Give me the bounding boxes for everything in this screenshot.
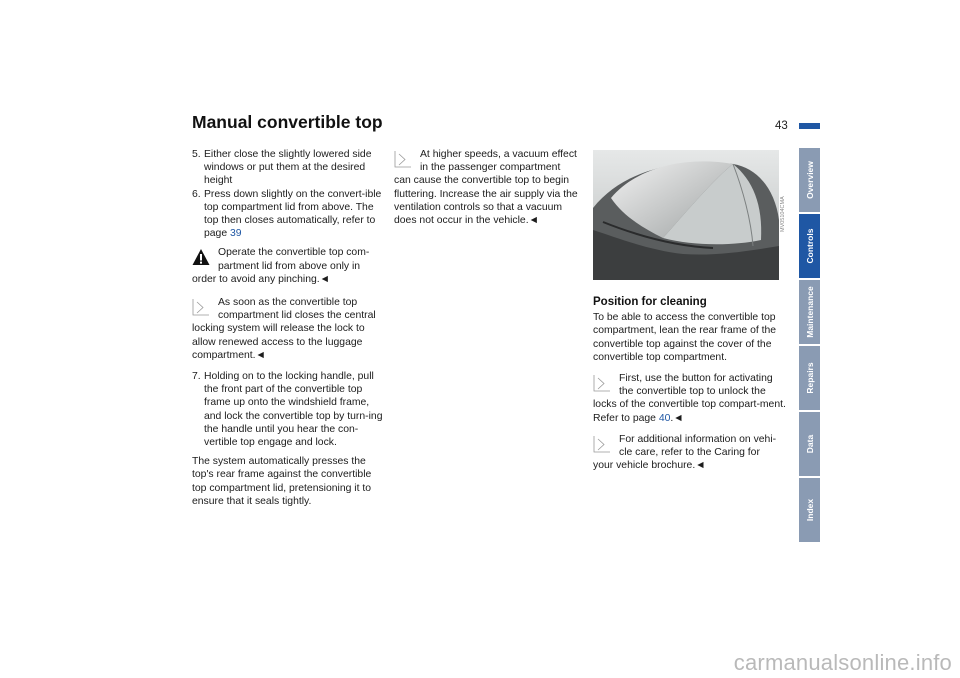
warning-note: Operate the convertible top com-partment lid from above only in order to avoid any pinching.◄ [192,247,370,285]
warning-triangle-icon [192,248,210,266]
tab-data[interactable]: Data [799,412,820,476]
info-arrow-icon [593,374,611,392]
section-tabs [799,148,820,544]
tab-repairs[interactable]: Repairs [799,346,820,410]
column-left [192,148,388,508]
watermark: carmanualsonline.info [733,650,952,675]
page-link-40[interactable]: 40 [658,412,671,424]
tab-index[interactable]: Index [799,478,820,542]
info-note: First, use the button for activating the convertible top to unlock the locks of the convertible top compart-ment. Refer to page 40.◄ [593,373,786,424]
step-number: 6. [192,188,201,200]
tab-maintenance[interactable]: Maintenance [799,280,820,344]
tab-controls[interactable]: Controls [799,214,820,278]
convertible-top-illustration [593,150,779,280]
info-arrow-icon [192,298,210,316]
section-heading: Position for cleaning [593,296,707,308]
info-note: As soon as the convertible top compartment lid closes the central locking system will release the lock to allow renewed access to the luggage compartment.◄ [192,297,376,361]
page-number: 43 [775,120,788,132]
step-7 [192,370,388,449]
column-right [593,296,788,472]
tab-overview[interactable]: Overview [799,148,820,212]
closing-paragraph: The system automatically presses the top's rear frame against the convertible top compartment lid, pretensioning it to ensure that it seals tightly. [192,456,372,507]
info-arrow-icon [394,150,412,168]
step-text: Press down slightly on the convert-ible top compartment lid from above. The top then closes automatically, refer to page 39 [204,188,382,240]
step-text: Either close the slightly lowered side windows or put them at the desired height [204,149,372,187]
step-number: 5. [192,149,201,160]
step-text: Holding on to the locking handle, pull the front part of the convertible top frame up onto the windshield frame, and lock the convertible top by turn-ing the handle until you hear the con-vertible top engage and lock. [204,371,383,449]
info-arrow-icon [593,435,611,453]
step-6 [192,188,388,241]
convertible-top-photo [593,150,779,280]
page-link-39[interactable]: 39 [230,228,242,240]
page-marker [799,123,820,129]
step-5 [192,148,388,188]
step-number: 7. [192,371,201,383]
info-note: For additional information on vehi-cle care, refer to the Caring for your vehicle brochure.◄ [593,433,777,472]
info-note: At higher speeds, a vacuum effect in the passenger compartment can cause the convertible top to begin fluttering. Increase the air supply via the ventilation controls so that a vacuum does not occur in the vehicle.◄ [394,149,578,227]
intro-paragraph: To be able to access the convertible top compartment, lean the rear frame of the convertible top against the cover of the convertible top compartment. [593,312,777,363]
page-title: Manual convertible top [192,112,383,132]
image-code: MV05104CMA [780,196,786,232]
column-middle [394,148,586,227]
